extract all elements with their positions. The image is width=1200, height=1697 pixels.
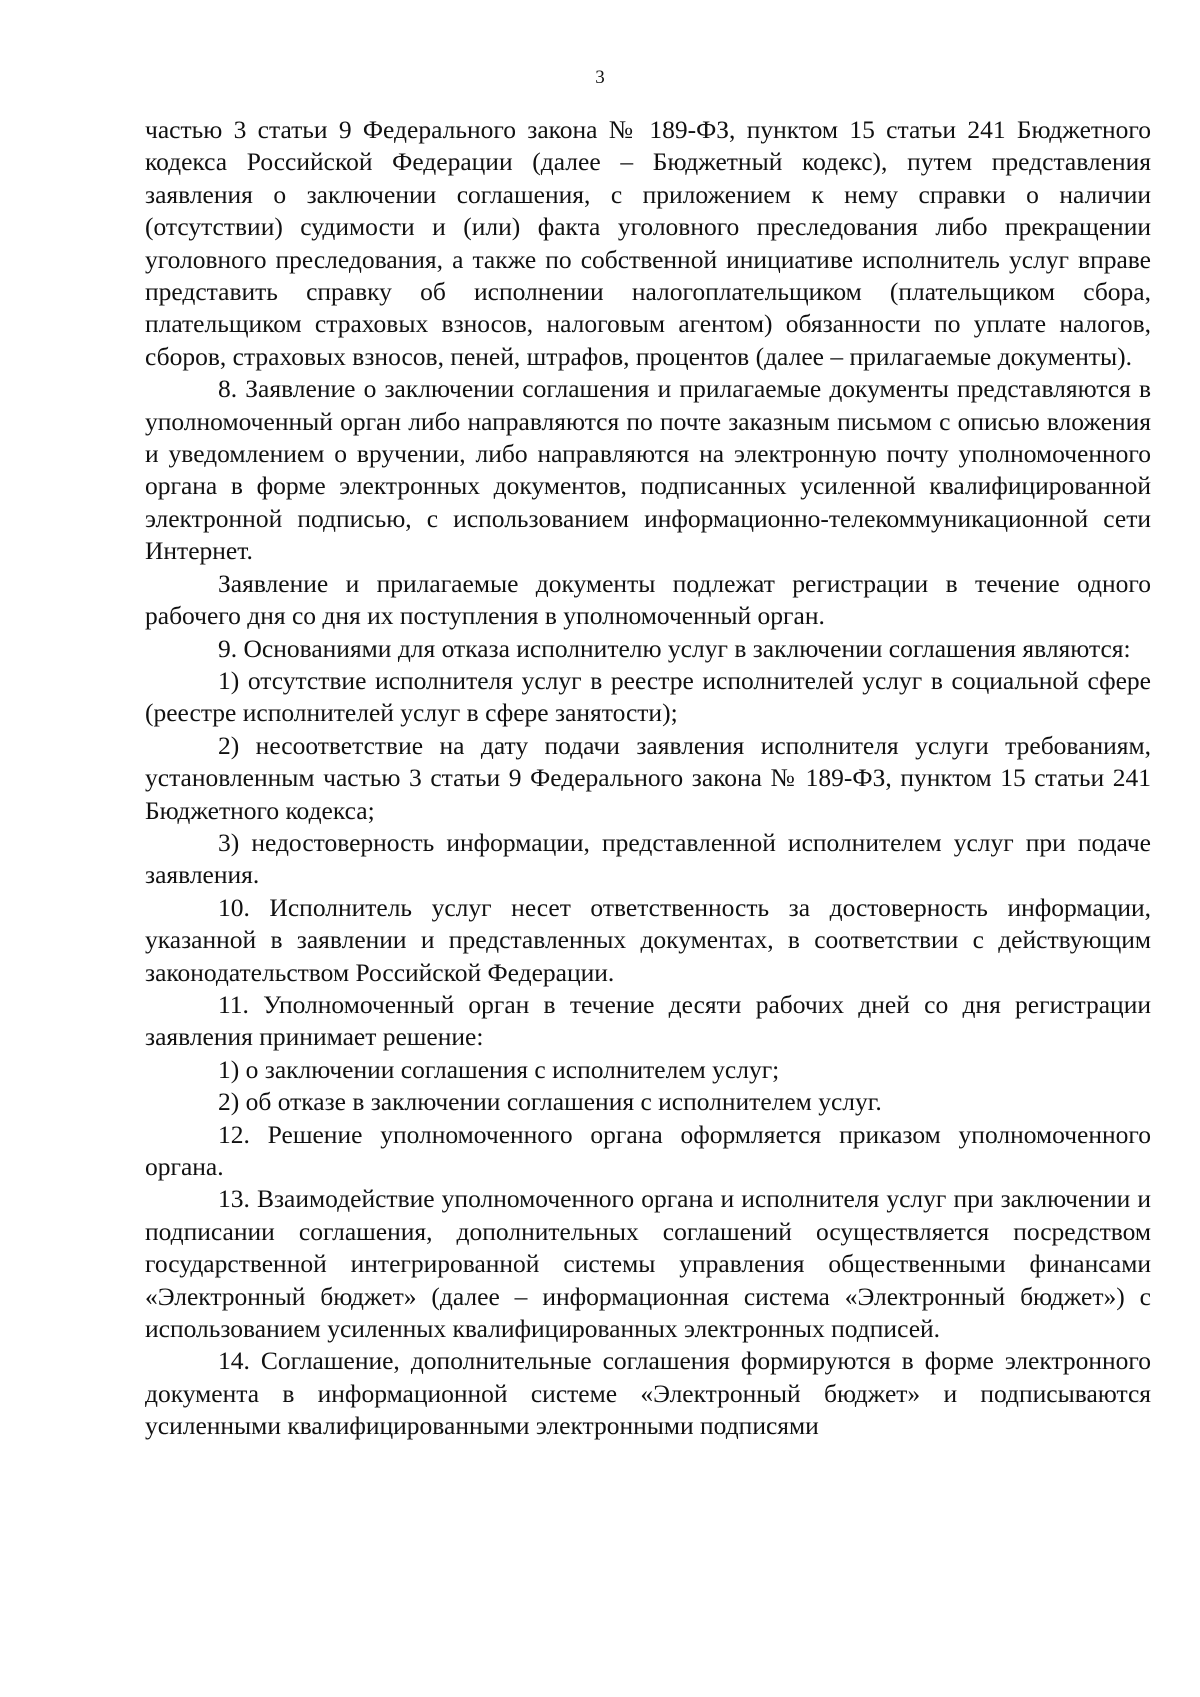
paragraph: 11. Уполномоченный орган в течение десяти рабочих дней со дня регистрации заявления принимает решение: [145, 989, 1151, 1052]
paragraph: 1) отсутствие исполнителя услуг в реестре исполнителей услуг в социальной сфере (реестре исполнителей услуг в сфере занятости); [145, 665, 1151, 728]
document-body [145, 114, 1151, 1443]
paragraph: 3) недостоверность информации, представленной исполнителем услуг при подаче заявления. [145, 827, 1151, 890]
page-number: 3 [595, 67, 605, 88]
paragraph: 12. Решение уполномоченного органа оформляется приказом уполномоченного органа. [145, 1119, 1151, 1181]
paragraph: 14. Соглашение, дополнительные соглашения формируются в форме электронного документа в информационной системе «Электронный бюджет» и подписываются усиленными квалифицированными электронными подписями [145, 1346, 1151, 1441]
paragraph: частью 3 статьи 9 Федерального закона № 189-ФЗ, пунктом 15 статьи 241 Бюджетного кодекса Российской Федерации (далее – Бюджетный кодекс), путем представления заявления о заключении соглашения, с приложением к нему справки о наличии (отсутствии) судимости и (или) факта уголовного преследования либо прекращении уголовного преследования, а также по собственной инициативе исполнитель услуг вправе представить справку об исполнении налогоплательщиком (плательщиком сбора, плательщиком страховых взносов, налоговым агентом) обязанности по уплате налогов, сборов, страховых взносов, пеней, штрафов, процентов (далее – прилагаемые документы). [145, 115, 1151, 371]
paragraph: 2) об отказе в заключении соглашения с исполнителем услуг. [218, 1087, 882, 1117]
paragraph: 13. Взаимодействие уполномоченного органа и исполнителя услуг при заключении и подписании соглашения, дополнительных соглашений осуществляется посредством государственной интегрированной системы управления общественными финансами «Электронный бюджет» (далее – информационная система «Электронный бюджет») с использованием усиленных квалифицированных электронных подписей. [145, 1184, 1151, 1344]
paragraph: 8. Заявление о заключении соглашения и прилагаемые документы представляются в уполномоченный орган либо направляются по почте заказным письмом с описью вложения и уведомлением о вручении, либо направляются на электронную почту уполномоченного органа в форме электронных документов, подписанных усиленной квалифицированной электронной подписью, с использованием информационно-телекоммуникационной сети Интернет. [145, 374, 1151, 566]
paragraph: Заявление и прилагаемые документы подлежат регистрации в течение одного рабочего дня со дня их поступления в уполномоченный орган. [145, 568, 1151, 631]
paragraph: 2) несоответствие на дату подачи заявления исполнителя услуги требованиям, установленным частью 3 статьи 9 Федерального закона № 189-ФЗ, пунктом 15 статьи 241 Бюджетного кодекса; [145, 730, 1151, 825]
paragraph: 1) о заключении соглашения с исполнителем услуг; [218, 1054, 780, 1084]
paragraph: 9. Основаниями для отказа исполнителю услуг в заключении соглашения являются: [218, 633, 1131, 663]
paragraph: 10. Исполнитель услуг несет ответственность за достоверность информации, указанной в заявлении и представленных документах, в соответствии с действующим законодательством Российской Федерации. [145, 892, 1151, 987]
